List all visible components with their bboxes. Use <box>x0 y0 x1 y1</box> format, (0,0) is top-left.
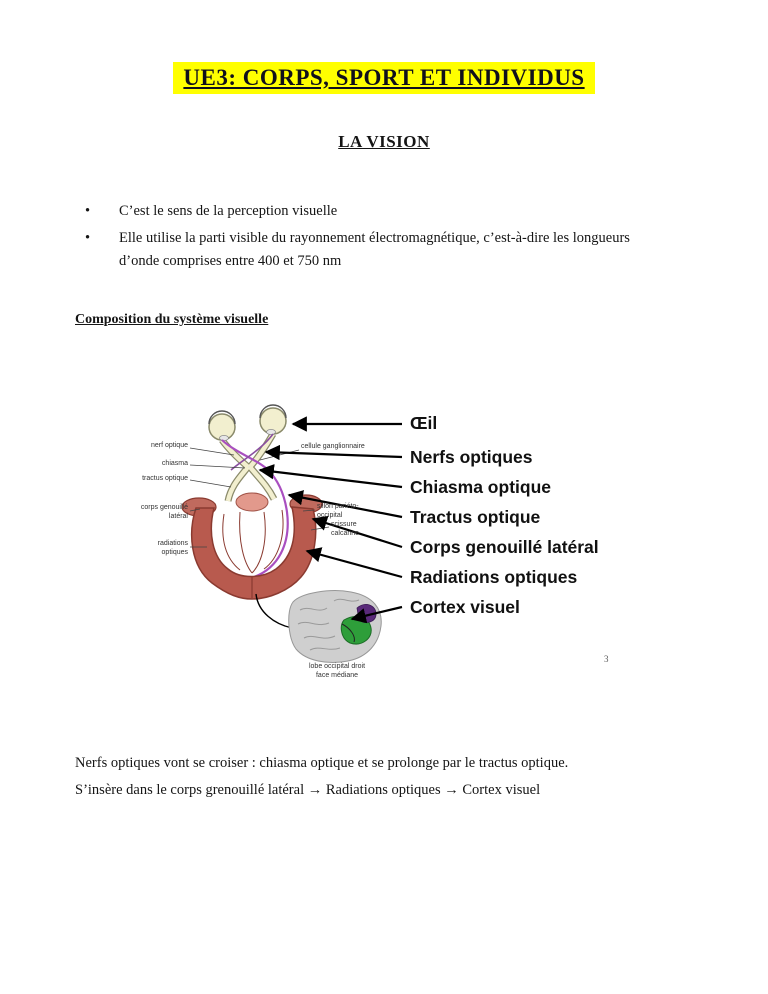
inset-caption <box>272 662 402 680</box>
small-label-sillon: sillon pariéto-occipital <box>317 503 359 519</box>
section-heading: Composition du système visuelle <box>75 312 269 327</box>
small-label-chiasma: chiasma <box>161 460 188 467</box>
small-label-scissure: scissure calcarine <box>331 521 360 537</box>
inset-caption-line2: face médiane <box>315 672 359 680</box>
diagram-label-tractus: Tractus optique <box>410 507 541 527</box>
bullet-text: Elle utilise la parti visible du rayonnement électromagnétique, c’est-à-dire les longueurs d’onde comprises entre 400 et 750 nm <box>119 230 630 269</box>
bullet-glyph: • <box>85 203 91 219</box>
summary-line1: Nerfs optiques vont se croiser : chiasma optique et se prolonge par le tractus optique. <box>75 755 569 771</box>
summary-line2: S’insère dans le corps grenouillé latéral → Radiations optiques → Cortex visuel <box>75 781 541 798</box>
optic-radiations-shape <box>192 507 316 599</box>
visual-pathway-figure <box>0 380 768 710</box>
visual-pathway-diagram <box>0 380 768 710</box>
diagram-label-oeil: Œil <box>410 413 438 433</box>
diagram-label-nerfs: Nerfs optiques <box>410 447 533 467</box>
small-label-nerf-optique: nerf optique <box>151 442 188 449</box>
summary-paragraph <box>75 750 700 804</box>
occipital-lobe-inset <box>289 591 382 663</box>
small-label-tractus: tractus optique <box>142 475 188 482</box>
diagram-label-cortex: Cortex visuel <box>410 597 520 617</box>
diagram-label-radiations: Radiations optiques <box>410 567 578 587</box>
bullet-text: C’est le sens de la perception visuelle <box>119 203 338 219</box>
diagram-label-corps: Corps genouillé latéral <box>410 537 599 557</box>
page-subtitle: LA VISION <box>338 132 430 151</box>
bullet-glyph: • <box>85 230 91 247</box>
list-item <box>85 227 660 272</box>
small-label-corps-genouille: corps genouillé latéral <box>140 504 188 520</box>
list-item <box>85 200 660 222</box>
small-label-cellule-ganglionnaire: cellule ganglionnaire <box>301 443 365 450</box>
page-title: UE3: CORPS, SPORT ET INDIVIDUS <box>173 62 594 94</box>
title-row <box>0 62 768 94</box>
inset-caption-line1: lobe occipital droit <box>308 663 366 670</box>
cortex-connector-line <box>256 594 292 628</box>
small-label-radiations: radiations optiques <box>157 540 188 556</box>
figure-page-number: 3 <box>604 654 609 664</box>
intro-bullet-list <box>85 200 660 277</box>
diagram-label-chiasma: Chiasma optique <box>410 477 551 497</box>
